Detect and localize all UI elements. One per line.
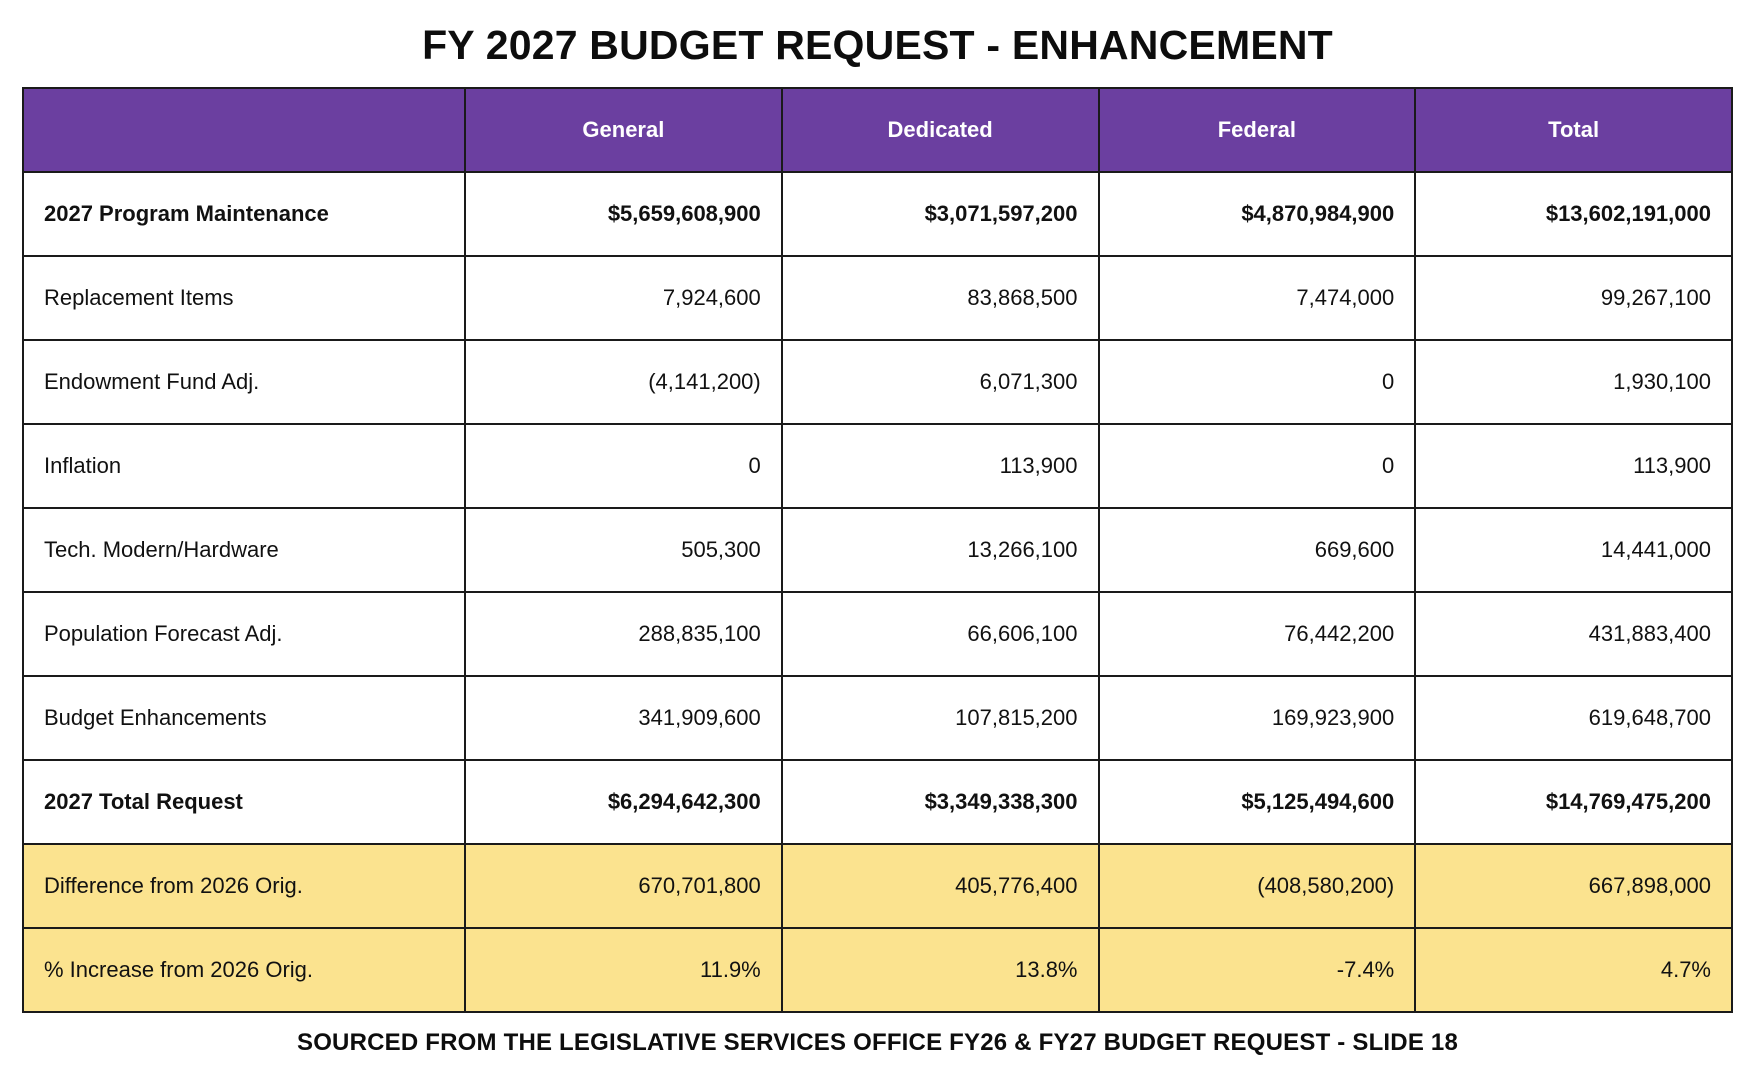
cell-total: 4.7% <box>1415 928 1732 1012</box>
cell-federal: 7,474,000 <box>1099 256 1416 340</box>
cell-total: 667,898,000 <box>1415 844 1732 928</box>
cell-total: 113,900 <box>1415 424 1732 508</box>
cell-general: (4,141,200) <box>465 340 782 424</box>
page-title: FY 2027 BUDGET REQUEST - ENHANCEMENT <box>422 22 1333 68</box>
cell-federal: 0 <box>1099 340 1416 424</box>
row-label: Difference from 2026 Orig. <box>23 844 465 928</box>
cell-total: 14,441,000 <box>1415 508 1732 592</box>
cell-dedicated: 13,266,100 <box>782 508 1099 592</box>
cell-federal: $4,870,984,900 <box>1099 172 1416 256</box>
row-label: Population Forecast Adj. <box>23 592 465 676</box>
cell-federal: -7.4% <box>1099 928 1416 1012</box>
table-row <box>23 256 1732 340</box>
cell-general: 288,835,100 <box>465 592 782 676</box>
table-row <box>23 928 1732 1012</box>
cell-dedicated: 83,868,500 <box>782 256 1099 340</box>
cell-general: $5,659,608,900 <box>465 172 782 256</box>
table-row <box>23 508 1732 592</box>
cell-dedicated: 66,606,100 <box>782 592 1099 676</box>
column-header-total: Total <box>1415 88 1732 172</box>
source-footer: SOURCED FROM THE LEGISLATIVE SERVICES OFFICE FY26 & FY27 BUDGET REQUEST - SLIDE 18 <box>296 1029 1459 1056</box>
table-row <box>23 172 1732 256</box>
cell-federal: 76,442,200 <box>1099 592 1416 676</box>
cell-dedicated: 6,071,300 <box>782 340 1099 424</box>
cell-general: 0 <box>465 424 782 508</box>
cell-federal: $5,125,494,600 <box>1099 760 1416 844</box>
row-label: 2027 Program Maintenance <box>23 172 465 256</box>
cell-total: 431,883,400 <box>1415 592 1732 676</box>
table-row <box>23 592 1732 676</box>
row-label: 2027 Total Request <box>23 760 465 844</box>
cell-federal: 669,600 <box>1099 508 1416 592</box>
budget-table <box>22 87 1733 1013</box>
row-label: Tech. Modern/Hardware <box>23 508 465 592</box>
table-row <box>23 424 1732 508</box>
cell-total: 99,267,100 <box>1415 256 1732 340</box>
table-row <box>23 760 1732 844</box>
cell-general: 7,924,600 <box>465 256 782 340</box>
cell-general: 505,300 <box>465 508 782 592</box>
row-label: Endowment Fund Adj. <box>23 340 465 424</box>
cell-total: 1,930,100 <box>1415 340 1732 424</box>
cell-federal: 169,923,900 <box>1099 676 1416 760</box>
cell-total: 619,648,700 <box>1415 676 1732 760</box>
row-label: Budget Enhancements <box>23 676 465 760</box>
budget-table-container <box>22 87 1733 1013</box>
table-row <box>23 340 1732 424</box>
table-row <box>23 676 1732 760</box>
row-label: Replacement Items <box>23 256 465 340</box>
cell-general: 341,909,600 <box>465 676 782 760</box>
cell-federal: (408,580,200) <box>1099 844 1416 928</box>
cell-general: $6,294,642,300 <box>465 760 782 844</box>
cell-general: 11.9% <box>465 928 782 1012</box>
table-body <box>23 172 1732 1012</box>
cell-total: $14,769,475,200 <box>1415 760 1732 844</box>
table-row <box>23 844 1732 928</box>
row-label: % Increase from 2026 Orig. <box>23 928 465 1012</box>
column-header-general: General <box>465 88 782 172</box>
cell-dedicated: 107,815,200 <box>782 676 1099 760</box>
column-header-federal: Federal <box>1099 88 1416 172</box>
column-header-blank <box>23 88 465 172</box>
table-header-row <box>23 88 1732 172</box>
cell-dedicated: $3,349,338,300 <box>782 760 1099 844</box>
cell-dedicated: $3,071,597,200 <box>782 172 1099 256</box>
row-label: Inflation <box>23 424 465 508</box>
cell-federal: 0 <box>1099 424 1416 508</box>
cell-total: $13,602,191,000 <box>1415 172 1732 256</box>
cell-dedicated: 405,776,400 <box>782 844 1099 928</box>
cell-dedicated: 13.8% <box>782 928 1099 1012</box>
cell-general: 670,701,800 <box>465 844 782 928</box>
table-header <box>23 88 1732 172</box>
column-header-dedicated: Dedicated <box>782 88 1099 172</box>
cell-dedicated: 113,900 <box>782 424 1099 508</box>
